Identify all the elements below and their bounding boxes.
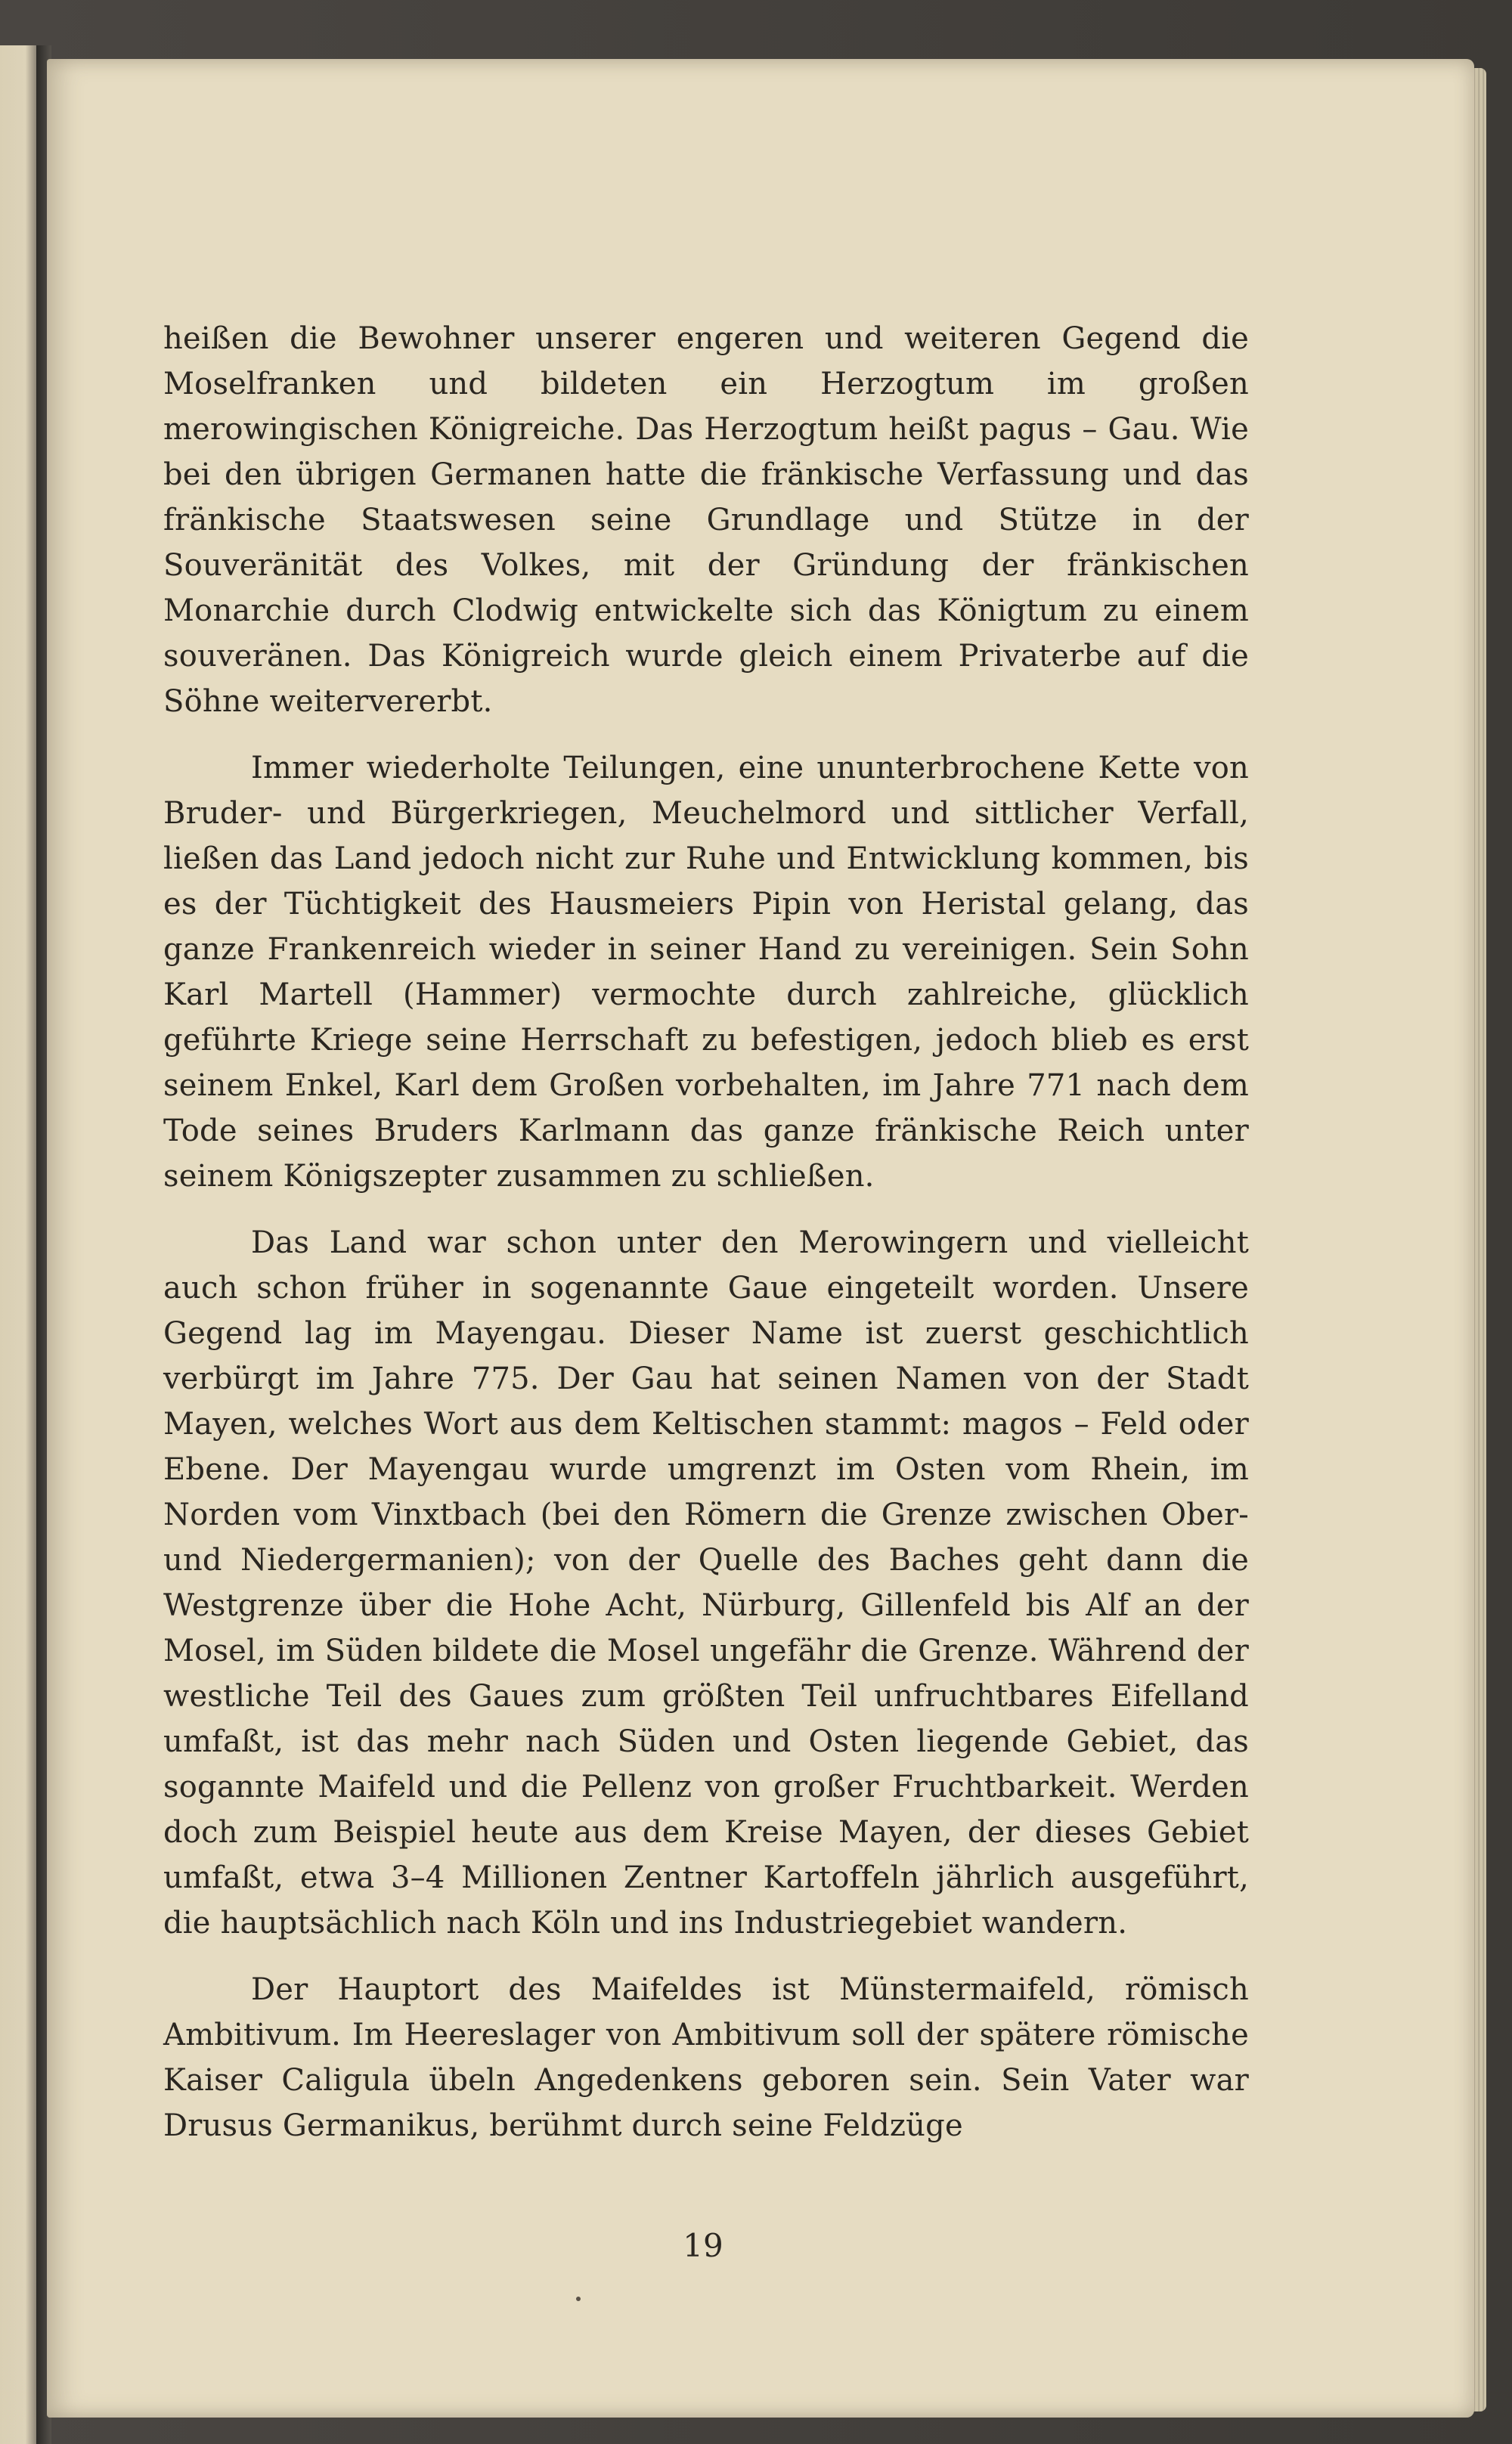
left-page-edge — [0, 45, 36, 2444]
paragraph-2: Immer wiederholte Teilungen, eine ununterbrochene Kette von Bruder- und Bürgerkriegen, Meuchelmord und sittlicher Verfall, ließen das Land jedoch nicht zur Ruhe und Entwicklung kommen, bis es der Tüchtigkeit des Hausmeiers Pipin von Heristal gelang, das ganze Frankenreich wieder in seiner Hand zu vereinigen. Sein Sohn Karl Martell (Hammer) vermochte durch zahlreiche, glücklich geführte Kriege seine Herrschaft zu befestigen, jedoch blieb es erst seinem Enkel, Karl dem Großen vorbehalten, im Jahre 771 nach dem Tode seines Bruders Karlmann das ganze fränkische Reich unter seinem Königszepter zusammen zu schließen. — [163, 751, 1249, 1194]
paragraph-3: Das Land war schon unter den Merowingern und vielleicht auch schon früher in sogenannte Gaue eingeteilt worden. Unsere Gegend lag im Mayengau. Dieser Name ist zuerst geschichtlich verbürgt im Jahre 775. Der Gau hat seinen Namen von der Stadt Mayen, welches Wort aus dem Keltischen stammt: magos – Feld oder Ebene. Der Mayengau wurde umgrenzt im Osten vom Rhein, im Norden vom Vinxtbach (bei den Römern die Grenze zwischen Ober- und Niedergermanien); von der Quelle des Baches geht dann die Westgrenze über die Hohe Acht, Nürburg, Gillenfeld bis Alf an der Mosel, im Süden bildete die Mosel ungefähr die Grenze. Während der westliche Teil des Gaues zum größten Teil unfruchtbares Eifelland umfaßt, ist das mehr nach Süden und Osten liegende Gebiet, das sogannte Maifeld und die Pellenz von großer Fruchtbarkeit. Werden doch zum Beispiel heute aus dem Kreise Mayen, der dieses Gebiet umfaßt, etwa 3–4 Millionen Zentner Kartoffeln jährlich ausgeführt, die hauptsächlich nach Köln und ins Industriegebiet wandern. — [163, 1225, 1249, 1941]
page-number: 19 — [683, 2227, 723, 2264]
paragraph-4: Der Hauptort des Maifeldes ist Münstermaifeld, römisch Ambitivum. Im Heereslager von Ambitivum soll der spätere römische Kaiser Caligula übeln Angedenkens geboren sein. Sein Vater war Drusus Germanikus, berühmt durch seine Feldzüge — [163, 1972, 1249, 2143]
paper-speck — [576, 2297, 581, 2301]
paragraph-1: heißen die Bewohner unserer engeren und weiteren Gegend die Moselfranken und bildeten ein Herzogtum im großen merowingischen Königreiche. Das Herzogtum heißt pagus – Gau. Wie bei den übrigen Germanen hatte die fränkische Verfassung und das fränkische Staatswesen seine Grundlage und Stütze in der Souveränität des Volkes, mit der Gründung der fränkischen Monarchie durch Clodwig entwickelte sich das Königtum zu einem souveränen. Das Königreich wurde gleich einem Privaterbe auf die Söhne weitervererbt. — [163, 321, 1249, 719]
book-page — [47, 59, 1474, 2418]
body-text — [163, 316, 1249, 2148]
